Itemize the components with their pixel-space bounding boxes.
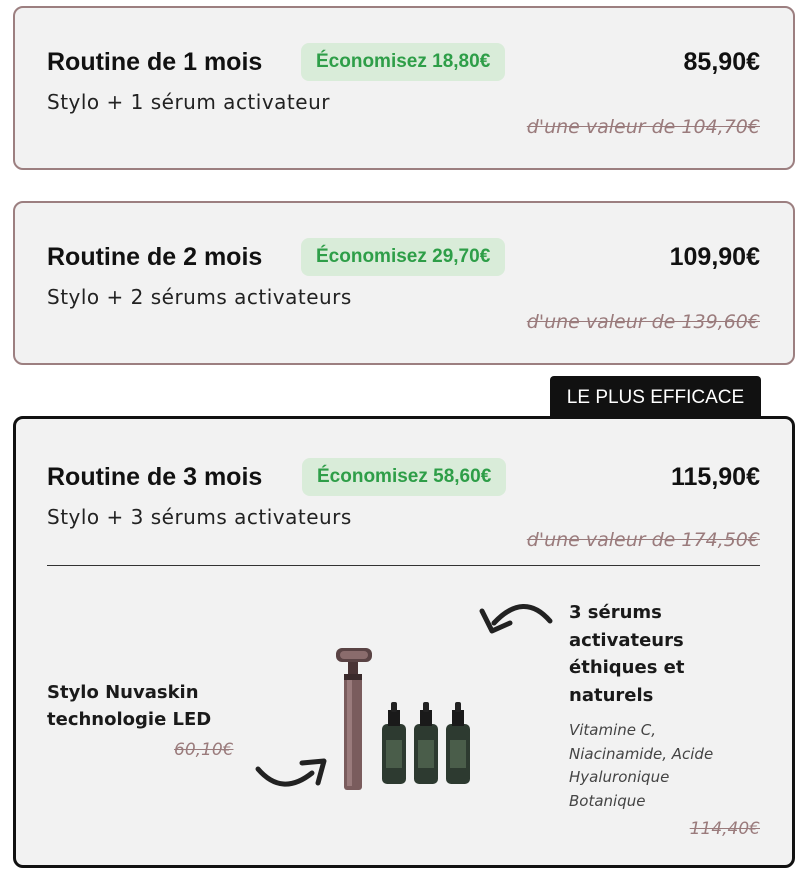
- offer-price: 109,90€: [669, 243, 760, 271]
- serum-bottle-image: [414, 702, 438, 784]
- offer-price: 115,90€: [671, 463, 760, 491]
- serum-desc-line: Niacinamide, Acide: [569, 744, 714, 763]
- pen-original-price: 60,10€: [174, 740, 234, 760]
- curved-arrow-icon: [472, 597, 554, 645]
- serum-title-line: activateurs: [569, 629, 684, 651]
- offer-original-value: d'une valeur de 104,70€: [526, 116, 760, 138]
- offer-subtitle: Stylo + 2 sérums activateurs: [47, 285, 352, 309]
- serum-bottle-image: [382, 702, 406, 784]
- serum-title-line: naturels: [569, 684, 654, 706]
- offer-subtitle: Stylo + 1 sérum activateur: [47, 90, 330, 114]
- serum-bottle-image: [446, 702, 470, 784]
- serum-desc-line: Vitamine C,: [569, 721, 657, 739]
- curved-arrow-icon: [252, 751, 334, 799]
- serum-original-price: 114,40€: [689, 819, 760, 839]
- serum-title-line: éthiques et: [569, 657, 685, 678]
- led-pen-image: [336, 648, 372, 790]
- offer-title: Routine de 2 mois: [47, 243, 263, 271]
- serum-desc-line: Hyaluronique: [569, 768, 670, 786]
- offer-card-3-months[interactable]: [13, 416, 795, 868]
- pen-title-line: technologie LED: [47, 709, 212, 730]
- product-bundle-image: [334, 644, 476, 794]
- savings-badge: Économisez 58,60€: [302, 458, 506, 496]
- serum-ingredients: [569, 719, 769, 813]
- savings-badge: Économisez 18,80€: [301, 43, 505, 81]
- pen-product-title: [47, 679, 247, 733]
- offer-subtitle: Stylo + 3 sérums activateurs: [47, 505, 352, 529]
- best-value-ribbon: LE PLUS EFFICACE: [550, 376, 761, 419]
- offer-card-1-month[interactable]: [13, 6, 795, 170]
- savings-badge: Économisez 29,70€: [301, 238, 505, 276]
- offer-original-value: d'une valeur de 139,60€: [526, 311, 760, 333]
- offer-title: Routine de 3 mois: [47, 463, 263, 491]
- divider: [47, 565, 760, 566]
- offer-original-value: d'une valeur de 174,50€: [526, 529, 760, 551]
- serum-desc-line: Botanique: [569, 791, 646, 810]
- pen-title-line: Stylo Nuvaskin: [47, 682, 199, 703]
- offer-title: Routine de 1 mois: [47, 48, 263, 76]
- serum-title-line: 3 sérums: [569, 602, 662, 623]
- offer-card-2-months[interactable]: [13, 201, 795, 365]
- offer-price: 85,90€: [683, 48, 760, 76]
- serum-product-title: [569, 599, 769, 709]
